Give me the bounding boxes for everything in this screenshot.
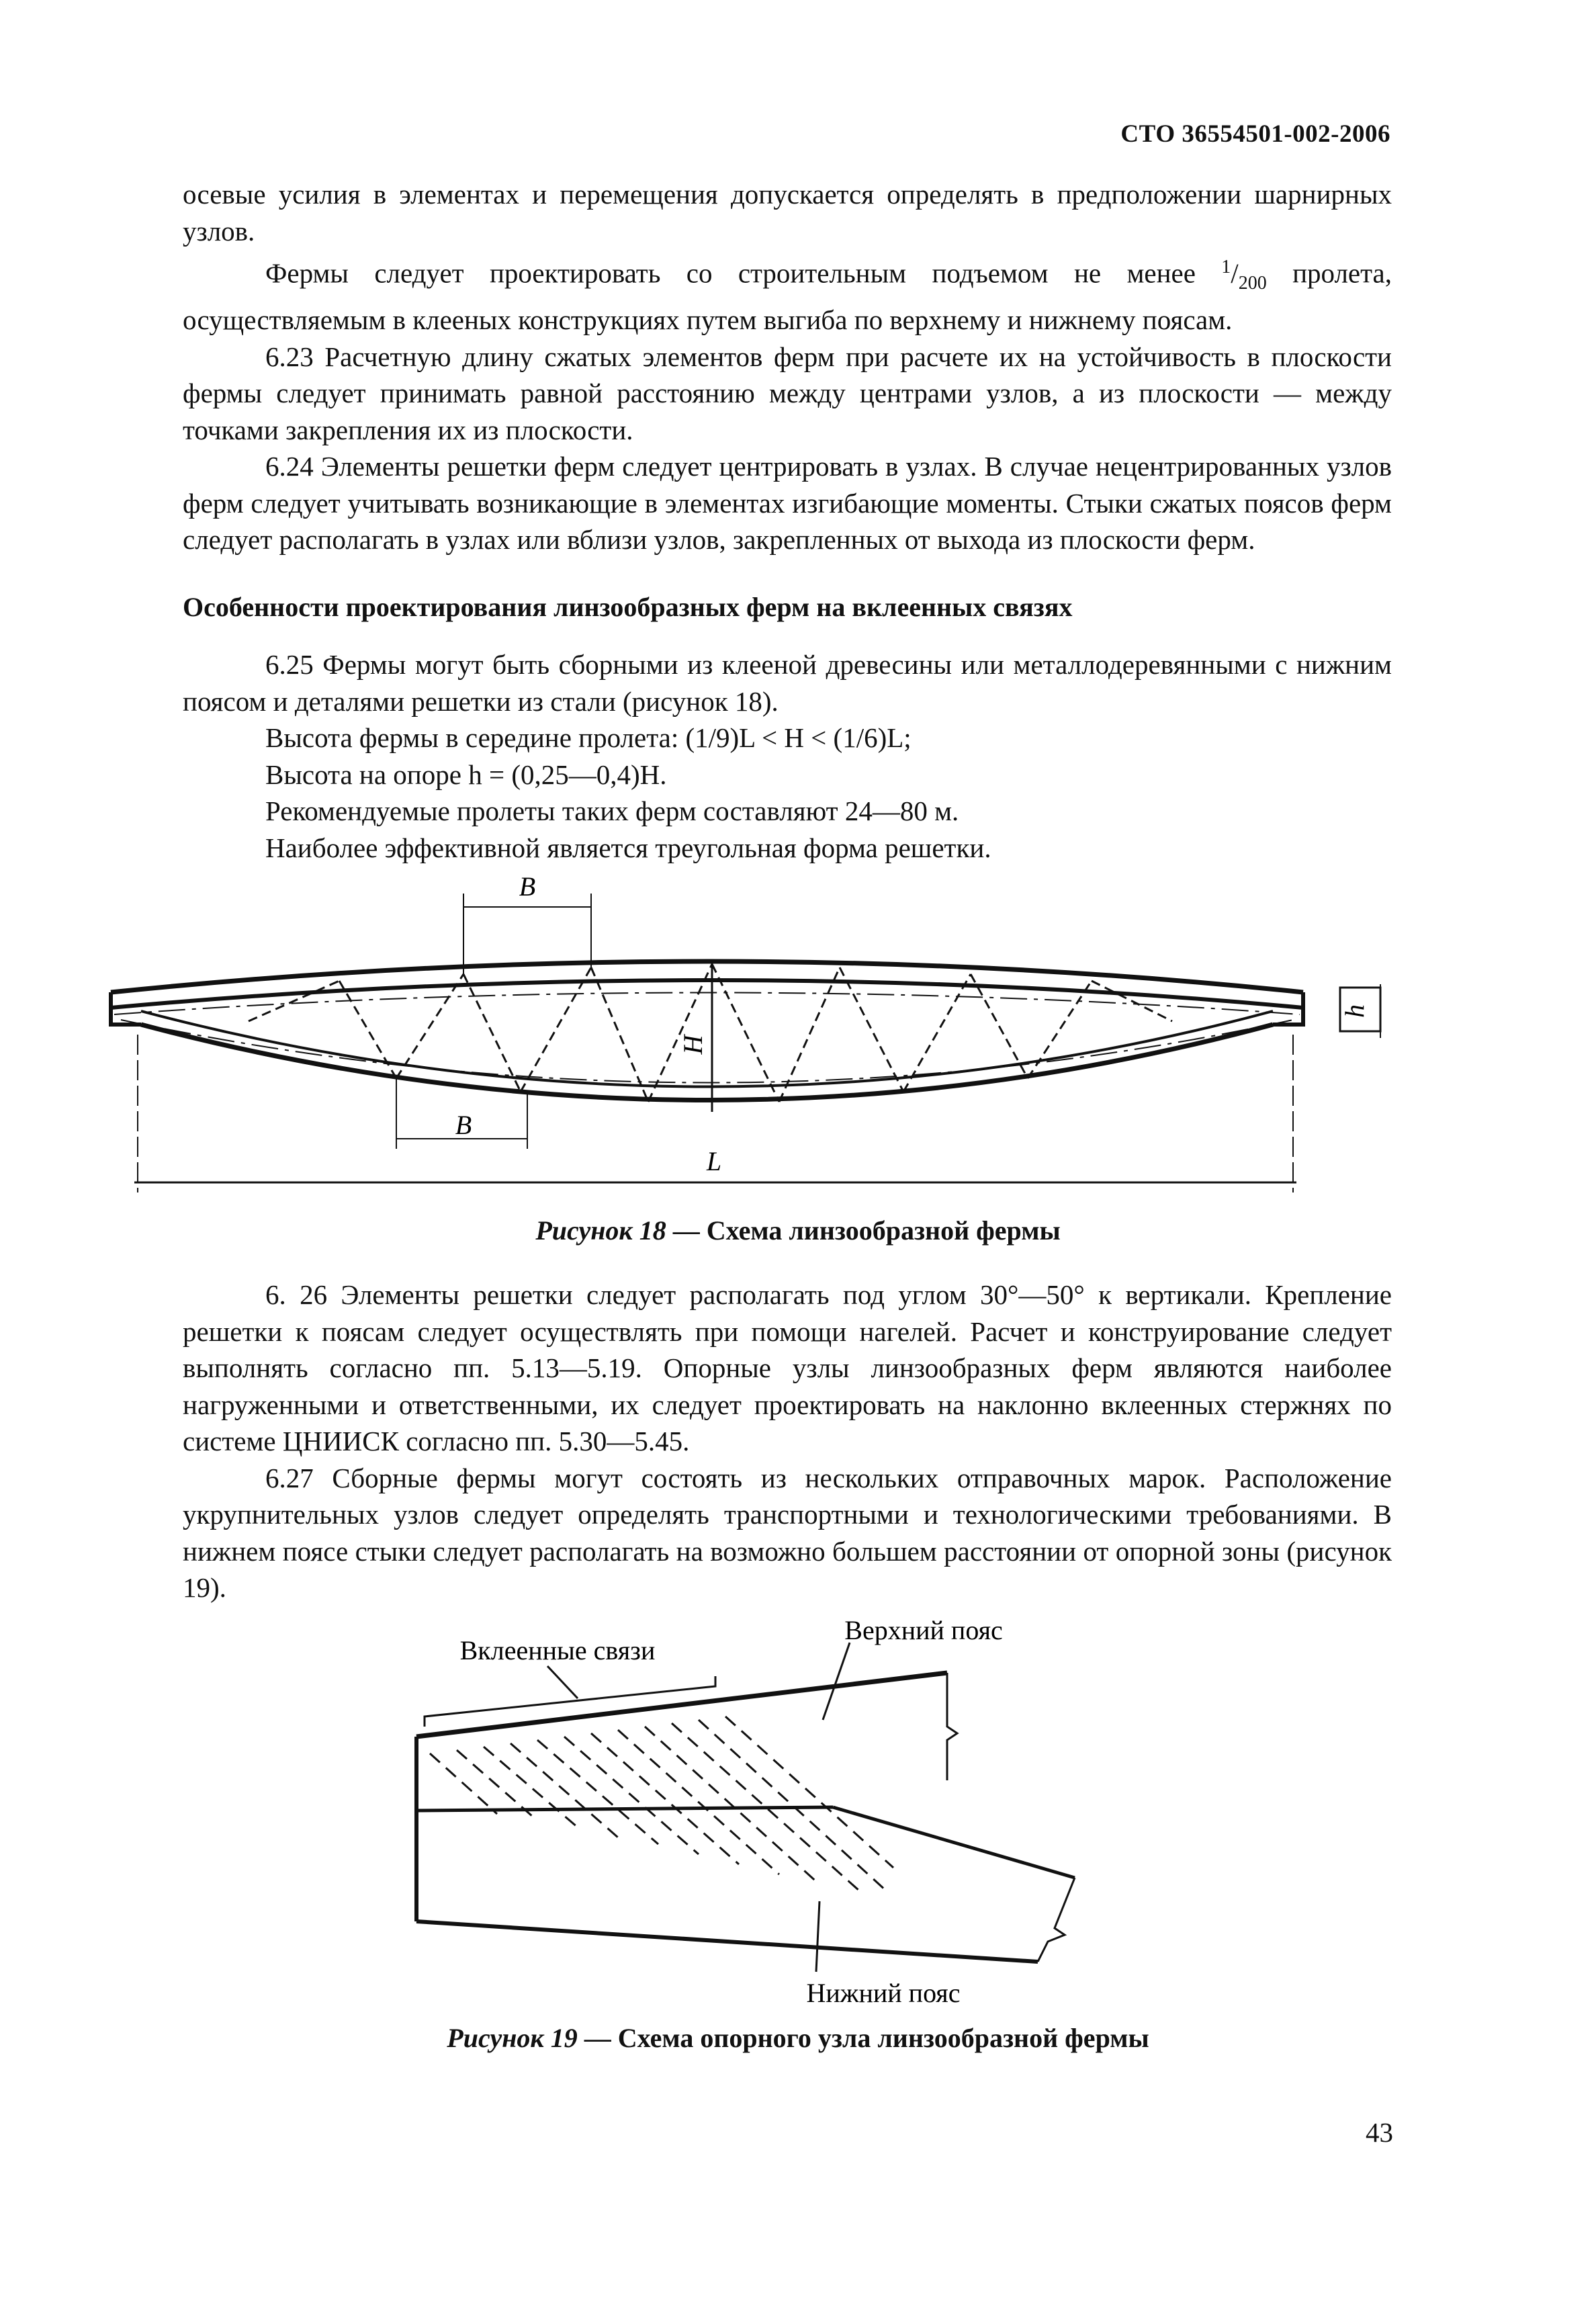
label-bottom-chord: Нижний пояс xyxy=(806,1978,961,2008)
paragraph-lattice: Наиболее эффективной является треугольная форма решетки. xyxy=(265,832,991,863)
label-b-bottom: B xyxy=(455,1110,472,1140)
label-b-top: B xyxy=(519,871,536,902)
paragraph-support-height: Высота на опоре h = (0,25—0,4)H. xyxy=(265,758,667,790)
paragraph-6-23: 6.23 Расчетную длину сжатых элементов ферм при расчете их на устойчивость в плоскости фермы следует принимать равной расстоянию между центрами узлов, а из плоскости — между точками закрепления их из плоскости. xyxy=(183,341,1392,445)
section-heading: Особенности проектирования линзообразных ферм на вклеенных связях xyxy=(183,592,1073,622)
paragraph-height: Высота фермы в середине пролета: (1/9)L < H < (1/6)L; xyxy=(265,722,912,753)
paragraph-6-25: 6.25 Фермы могут быть сборными из клееной древесины или металлодеревянными с нижним поясом и деталями решетки из стали (рисунок 18). xyxy=(183,649,1392,717)
label-h-support: h xyxy=(1339,1004,1370,1018)
figure-18-caption: Рисунок 18 — Схема линзообразной фермы xyxy=(535,1215,1061,1246)
paragraph-6-27: 6.27 Сборные фермы могут состоять из нескольких отправочных марок. Расположение укрупнительных узлов следует определять транспортными и технологическими требованиями. В нижнем поясе стыки следует располагать на возможно большем расстоянии от опорной зоны (рисунок 19). xyxy=(183,1462,1392,1603)
label-glued-bonds: Вклеенные связи xyxy=(459,1635,656,1665)
figure-19-caption: Рисунок 19 — Схема опорного узла линзообразной фермы xyxy=(447,2023,1149,2053)
page-number: 43 xyxy=(1366,2117,1393,2148)
label-h-total: H xyxy=(678,1035,708,1055)
paragraph-camber: Фермы следует проектировать со строительным подъемом не менее $^1/_{200}$ пролета, осуществляемым в клееных конструкциях путем выгиба по верхнему и нижнему поясам. xyxy=(183,257,1392,336)
paragraph-6-24: 6.24 Элементы решетки ферм следует центрировать в узлах. В случае нецентрированных узлов ферм следует учитывать возникающие в элементах изгибающие моменты. Стыки сжатых поясов ферм следует располагать в узлах или вблизи узлов, закрепленных от выхода из плоскости ферм. xyxy=(183,451,1392,556)
paragraph: осевые усилия в элементах и перемещения допускается определять в предположении шарнирных узлов. xyxy=(183,179,1392,247)
paragraph-6-26: 6. 26 Элементы решетки следует располагать под углом 30°—50° к вертикали. Крепление решетки к поясам следует осуществлять при помощи нагелей. Расчет и конструирование следует выполнять согласно пп. 5.13—5.19. Опорные узлы линзообразных ферм являются наиболее нагруженными и ответственными, их следует проектировать на наклонно вклеенных стержнях по системе ЦНИИСК согласно пп. 5.30—5.45. xyxy=(183,1279,1392,1457)
paragraph-spans: Рекомендуемые пролеты таких ферм составляют 24—80 м. xyxy=(265,795,959,826)
document-code: СТО 36554501-002-2006 xyxy=(1120,120,1390,148)
label-l-span: L xyxy=(706,1146,722,1176)
label-top-chord: Верхний пояс xyxy=(844,1615,1003,1645)
